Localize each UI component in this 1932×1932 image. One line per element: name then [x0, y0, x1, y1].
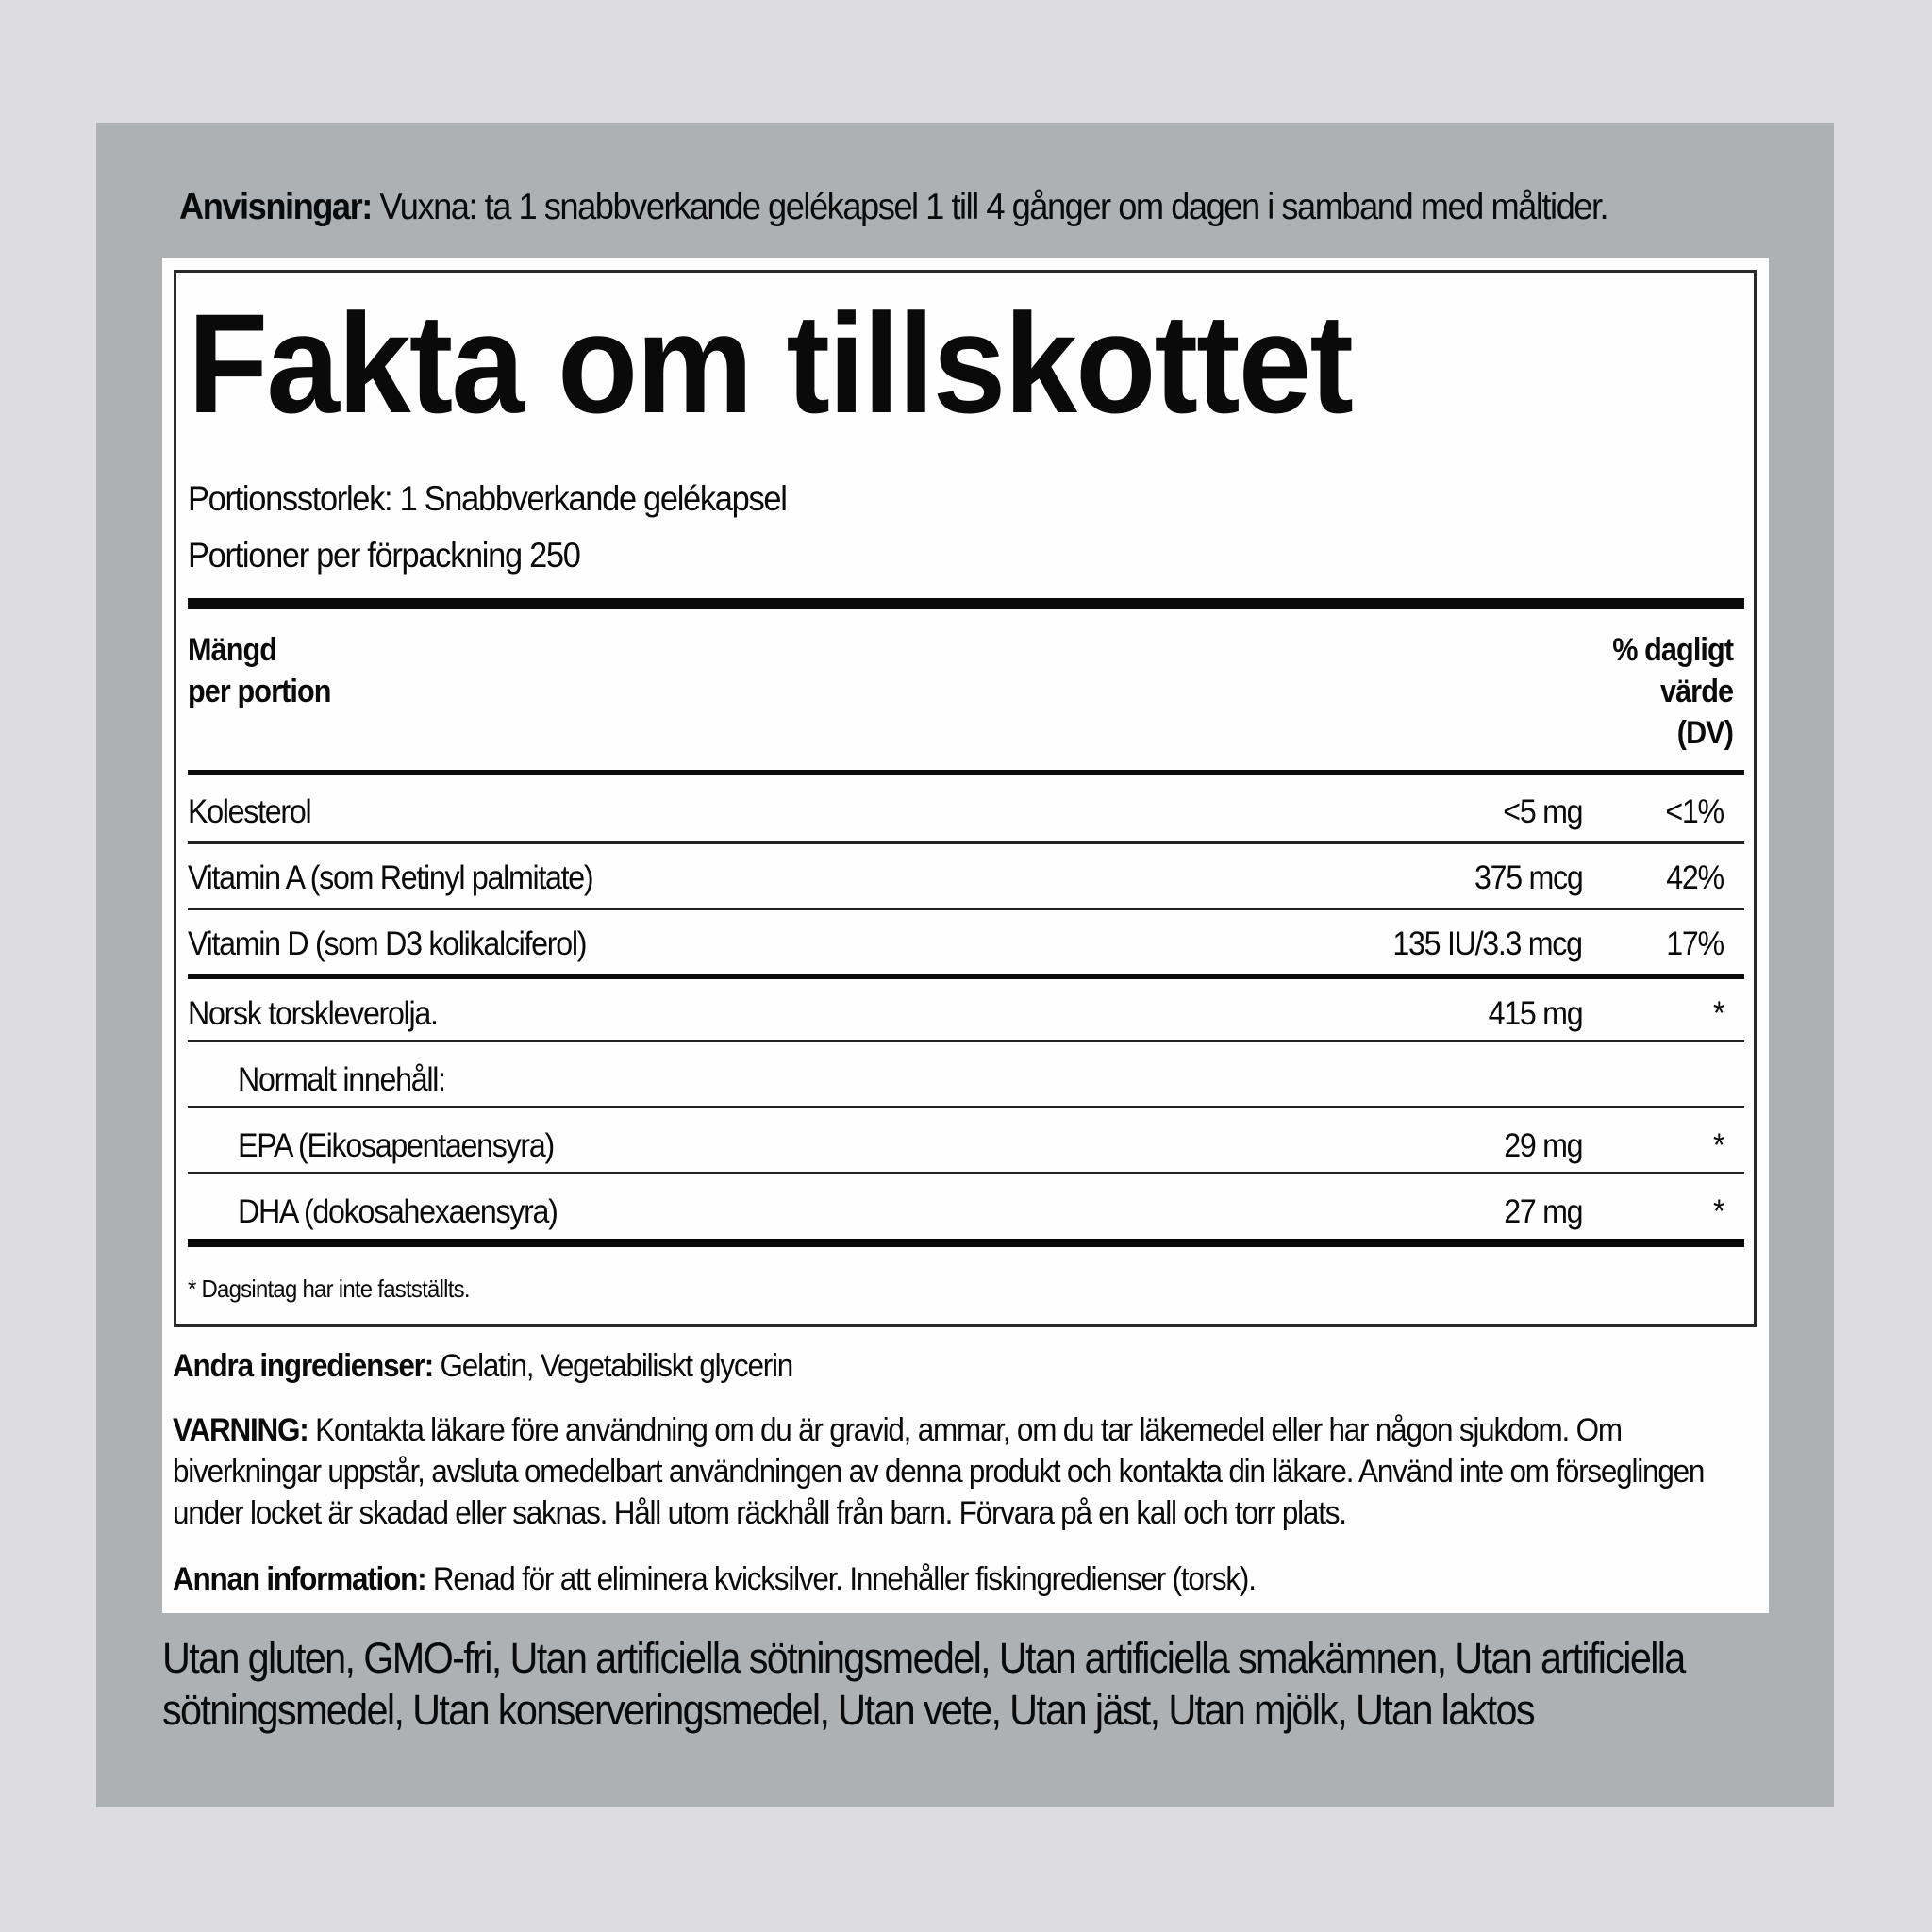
other-information [173, 1558, 1726, 1600]
nutrient-dv: <1% [1665, 793, 1724, 830]
other-information-text: Renad för att eliminera kvicksilver. Innehåller fiskingredienser (torsk). [425, 1561, 1256, 1597]
other-ingredients-label: Andra ingredienser: [173, 1348, 433, 1384]
amount-per-serving-header [188, 629, 331, 712]
directions [179, 185, 1607, 230]
nutrient-dv: 17% [1666, 925, 1724, 962]
footnote: * Dagsintag har inte fastställts. [188, 1274, 470, 1303]
other-ingredients [173, 1345, 1726, 1387]
other-information-label: Annan information: [173, 1561, 426, 1597]
label-card [162, 258, 1769, 1613]
divider-thin [188, 841, 1744, 844]
nutrient-row [188, 1182, 1744, 1242]
nutrient-row [188, 1050, 1744, 1110]
nutrient-row [188, 848, 1744, 908]
nutrient-subheading: Normalt innehåll: [238, 1061, 445, 1098]
daily-value-header [1612, 629, 1733, 754]
facts-title: Fakta om tillskottet [188, 284, 1353, 442]
warning-text: Kontakta läkare före användning om du är gravid, ammar, om du tar läkemedel eller har någon sjukdom. Om biverkningar uppstår, avsluta omedelbart användningen av denna produkt och kontakta din läkare. Använd inte om förseglingen under locket är skadad eller saknas. Håll utom räckhåll från barn. Förvara på en kall och torr plats. [173, 1412, 1705, 1531]
nutrient-name: Norsk torskleverolja. [188, 995, 438, 1032]
free-from-claims: Utan gluten, GMO-fri, Utan artificiella sötningsmedel, Utan artificiella smakämnen, Utan artificiella sötningsmedel, Utan konserveringsmedel, Utan vete, Utan jäst, Utan mjölk, Utan laktos [162, 1634, 1685, 1734]
nutrient-amount: 135 IU/3.3 mcg [1392, 925, 1582, 962]
header-left-line2: per portion [188, 674, 331, 709]
nutrient-name: DHA (dokosahexaensyra) [238, 1193, 558, 1230]
nutrient-amount: 29 mg [1503, 1127, 1582, 1164]
nutrient-row [188, 984, 1744, 1044]
nutrient-amount: 375 mcg [1474, 859, 1582, 896]
supplement-facts-box [174, 270, 1757, 1327]
warning [173, 1409, 1726, 1534]
directions-text: Vuxna: ta 1 snabbverkande gelékapsel 1 till 4 gånger om dagen i samband med måltider. [371, 187, 1608, 227]
other-ingredients-text: Gelatin, Vegetabiliskt glycerin [432, 1348, 793, 1384]
nutrient-row [188, 782, 1744, 842]
warning-label: VARNING: [173, 1412, 308, 1448]
header-left-line1: Mängd [188, 632, 277, 668]
nutrient-name: Kolesterol [188, 793, 311, 830]
header-right-line2: värde [1659, 674, 1733, 709]
nutrient-name: EPA (Eikosapentaensyra) [238, 1127, 554, 1164]
divider-thin [188, 1040, 1744, 1042]
nutrient-dv: * [1712, 1127, 1724, 1164]
serving-size: Portionsstorlek: 1 Snabbverkande gelékapsel [188, 479, 787, 518]
nutrient-amount: <5 mg [1503, 793, 1582, 830]
nutrient-dv: * [1712, 1193, 1724, 1230]
nutrient-dv: * [1712, 995, 1724, 1032]
nutrient-amount: 27 mg [1503, 1193, 1582, 1230]
nutrient-name: Vitamin D (som D3 kolikalciferol) [188, 925, 587, 962]
nutrient-amount: 415 mg [1488, 995, 1582, 1032]
divider-thick [188, 598, 1744, 609]
divider-thin [188, 908, 1744, 910]
header-right-line1: % dagligt [1612, 632, 1733, 668]
servings-per-container: Portioner per förpackning 250 [188, 536, 580, 575]
divider-thick [188, 1239, 1744, 1247]
nutrient-row [188, 914, 1744, 974]
divider-thin [188, 1106, 1744, 1108]
header-right-line3: (DV) [1676, 715, 1733, 751]
divider-medium [188, 974, 1744, 979]
directions-label: Anvisningar: [179, 187, 372, 227]
divider-medium [188, 770, 1744, 775]
divider-thin [188, 1172, 1744, 1174]
nutrient-row [188, 1116, 1744, 1176]
nutrient-name: Vitamin A (som Retinyl palmitate) [188, 859, 593, 896]
nutrient-dv: 42% [1666, 859, 1724, 896]
